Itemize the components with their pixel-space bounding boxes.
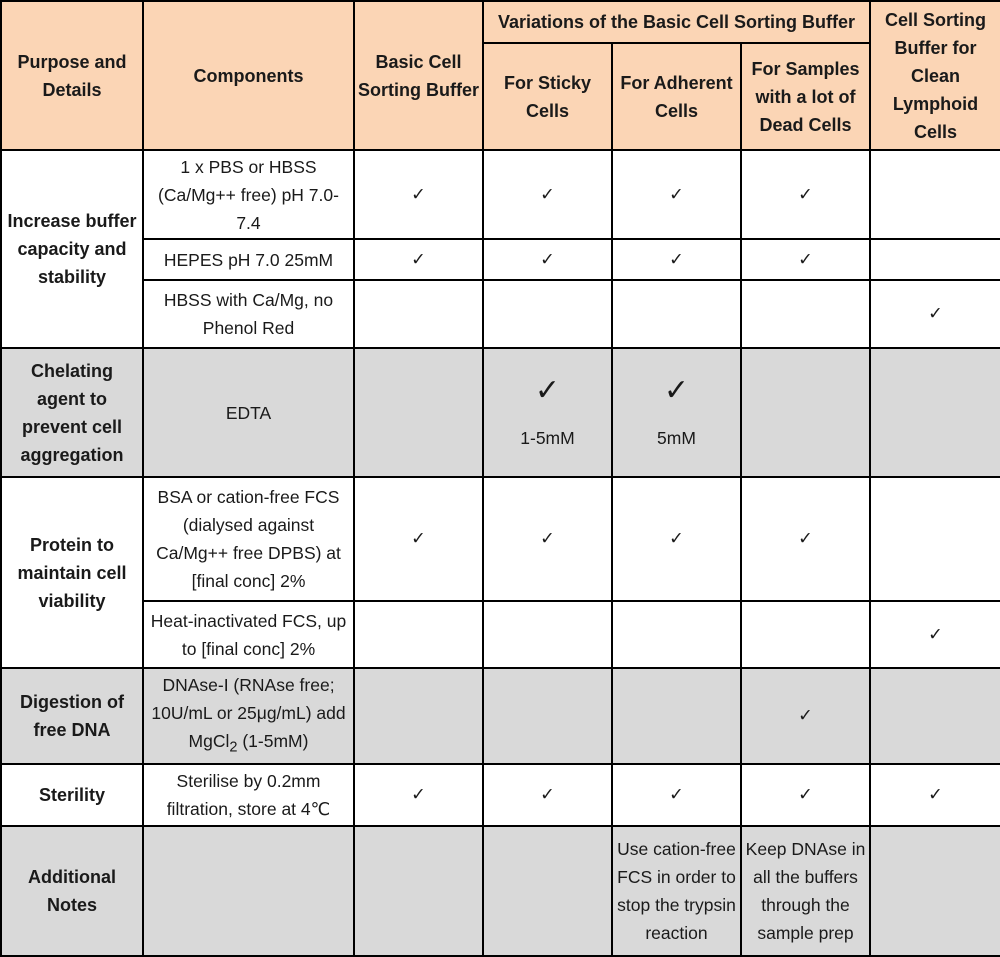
checkmark-icon: ✓ <box>354 239 483 280</box>
header-sticky-cells: For Sticky Cells <box>483 43 612 150</box>
mgcl2-subscript: 2 <box>229 739 238 756</box>
empty-cell <box>483 280 612 348</box>
checkmark-icon: ✓ <box>741 239 870 280</box>
checkmark-icon: ✓ <box>612 150 741 239</box>
component-bsa: BSA or cation-free FCS (dialysed against Ca/Mg++ free DPBS) at [final conc] 2% <box>143 477 354 601</box>
empty-cell <box>870 150 1000 239</box>
empty-cell <box>870 668 1000 764</box>
component-dnase <box>143 668 354 764</box>
component-hbss-phenol-free: HBSS with Ca/Mg, no Phenol Red <box>143 280 354 348</box>
empty-cell <box>483 601 612 668</box>
checkmark-icon: ✓ <box>534 372 561 408</box>
empty-cell <box>612 601 741 668</box>
empty-cell <box>870 239 1000 280</box>
checkmark-icon: ✓ <box>483 764 612 826</box>
checkmark-icon: ✓ <box>870 280 1000 348</box>
header-purpose: Purpose and Details <box>1 1 143 150</box>
dnase-concentration: (1-5mM) <box>237 730 309 751</box>
header-basic-buffer: Basic Cell Sorting Buffer <box>354 1 483 150</box>
checkmark-icon: ✓ <box>741 150 870 239</box>
empty-cell <box>143 826 354 956</box>
empty-cell <box>483 668 612 764</box>
checkmark-icon: ✓ <box>483 477 612 601</box>
empty-cell <box>612 280 741 348</box>
checkmark-icon: ✓ <box>870 601 1000 668</box>
empty-cell <box>354 601 483 668</box>
header-dead-cells: For Samples with a lot of Dead Cells <box>741 43 870 150</box>
empty-cell <box>483 826 612 956</box>
checkmark-icon: ✓ <box>612 764 741 826</box>
empty-cell <box>612 668 741 764</box>
checkmark-icon: ✓ <box>483 150 612 239</box>
note-dead-cells: Keep DNAse in all the buffers through the sample prep <box>741 826 870 956</box>
empty-cell <box>354 668 483 764</box>
component-edta: EDTA <box>143 348 354 477</box>
empty-cell <box>354 348 483 477</box>
checkmark-icon: ✓ <box>663 372 690 408</box>
checkmark-icon: ✓ <box>354 477 483 601</box>
empty-cell <box>741 280 870 348</box>
component-sterilise: Sterilise by 0.2mm filtration, store at 4℃ <box>143 764 354 826</box>
purpose-sterility: Sterility <box>1 764 143 826</box>
checkmark-icon: ✓ <box>870 764 1000 826</box>
empty-cell <box>354 826 483 956</box>
edta-sticky-amount: 1-5mM <box>520 427 575 448</box>
empty-cell <box>870 826 1000 956</box>
checkmark-icon: ✓ <box>612 477 741 601</box>
purpose-buffer-capacity: Increase buffer capacity and stability <box>1 150 143 348</box>
dnase-text: DNAse-I (RNAse free; 10U/mL or 25μg/mL) add MgCl <box>151 674 346 751</box>
checkmark-icon: ✓ <box>612 239 741 280</box>
edta-adherent-amount: 5mM <box>657 427 696 448</box>
checkmark-icon: ✓ <box>483 239 612 280</box>
empty-cell <box>354 280 483 348</box>
empty-cell <box>870 477 1000 601</box>
checkmark-icon: ✓ <box>741 764 870 826</box>
empty-cell <box>870 348 1000 477</box>
checkmark-icon: ✓ <box>741 477 870 601</box>
purpose-digestion: Digestion of free DNA <box>1 668 143 764</box>
edta-sticky-cell <box>483 348 612 477</box>
note-adherent: Use cation-free FCS in order to stop the trypsin reaction <box>612 826 741 956</box>
header-components: Components <box>143 1 354 150</box>
header-adherent-cells: For Adherent Cells <box>612 43 741 150</box>
component-hepes: HEPES pH 7.0 25mM <box>143 239 354 280</box>
checkmark-icon: ✓ <box>354 764 483 826</box>
empty-cell <box>741 348 870 477</box>
empty-cell <box>741 601 870 668</box>
purpose-additional-notes: Additional Notes <box>1 826 143 956</box>
purpose-protein: Protein to maintain cell viability <box>1 477 143 668</box>
header-lymphoid-buffer: Cell Sorting Buffer for Clean Lymphoid Cells <box>870 1 1000 150</box>
checkmark-icon: ✓ <box>741 668 870 764</box>
component-heat-inactivated-fcs: Heat-inactivated FCS, up to [final conc] 2% <box>143 601 354 668</box>
component-pbs: 1 x PBS or HBSS (Ca/Mg++ free) pH 7.0-7.4 <box>143 150 354 239</box>
checkmark-icon: ✓ <box>354 150 483 239</box>
header-variations-group: Variations of the Basic Cell Sorting Buffer <box>483 1 870 43</box>
purpose-chelating: Chelating agent to prevent cell aggregation <box>1 348 143 477</box>
edta-adherent-cell <box>612 348 741 477</box>
